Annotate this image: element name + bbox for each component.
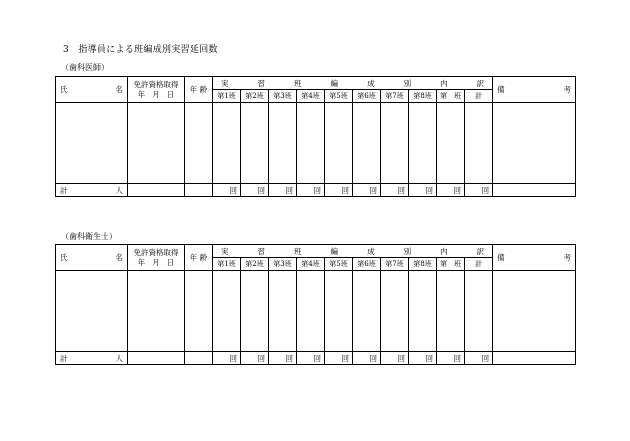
- breakdown-header: 実 習 班 編 成 別 内 訳: [213, 77, 493, 90]
- license-date-total: [128, 352, 185, 365]
- unit-label: 回: [269, 352, 297, 365]
- name-header: 氏 名: [56, 77, 128, 103]
- group-cell[interactable]: [269, 103, 297, 184]
- unit-label: 回: [241, 352, 269, 365]
- unit-label: 回: [465, 184, 493, 197]
- group-header: 第4班: [297, 90, 325, 103]
- subtitle-hygienist: （歯科衛生士）: [61, 232, 117, 241]
- group-cell[interactable]: [325, 271, 353, 352]
- group-header: 第6班: [353, 90, 381, 103]
- unit-label: 回: [409, 352, 437, 365]
- unit-label: 回: [381, 184, 409, 197]
- name-cell[interactable]: [56, 103, 128, 184]
- total-cell[interactable]: [465, 103, 493, 184]
- group-cell[interactable]: [381, 271, 409, 352]
- training-table-dentist: [55, 76, 576, 197]
- remarks-cell[interactable]: [493, 271, 576, 352]
- license-date-cell[interactable]: [128, 271, 185, 352]
- remarks-total: [493, 184, 576, 197]
- training-table-hygienist: [55, 244, 576, 365]
- group-cell[interactable]: [269, 271, 297, 352]
- license-date-header: 免許資格取得 年 月 日: [128, 245, 185, 271]
- unit-label: 回: [269, 184, 297, 197]
- group-header: 第3班: [269, 258, 297, 271]
- unit-label: 回: [353, 352, 381, 365]
- group-cell[interactable]: [213, 103, 241, 184]
- unit-label: 回: [241, 184, 269, 197]
- group-cell[interactable]: [381, 103, 409, 184]
- license-date-header: 免許資格取得 年 月 日: [128, 77, 185, 103]
- unit-label: 回: [297, 184, 325, 197]
- remarks-total: [493, 352, 576, 365]
- unit-label: 回: [437, 184, 465, 197]
- age-cell[interactable]: [185, 103, 213, 184]
- age-header: 年 齢: [185, 245, 213, 271]
- group-cell[interactable]: [353, 103, 381, 184]
- unit-label: 回: [213, 352, 241, 365]
- total-row-label: 計 人: [56, 352, 128, 365]
- group-cell[interactable]: [437, 271, 465, 352]
- unit-label: 回: [297, 352, 325, 365]
- group-cell[interactable]: [241, 103, 269, 184]
- age-total: [185, 184, 213, 197]
- unit-label: 回: [213, 184, 241, 197]
- group-header: 第5班: [325, 90, 353, 103]
- group-header: 第1班: [213, 90, 241, 103]
- group-header: 第6班: [353, 258, 381, 271]
- unit-label: 回: [325, 184, 353, 197]
- subtitle-dentist: （歯科医師）: [61, 63, 109, 72]
- remarks-header: 備 考: [493, 77, 576, 103]
- group-header: 第7班: [381, 90, 409, 103]
- total-header: 計: [465, 258, 493, 271]
- group-header: 第 班: [437, 90, 465, 103]
- group-cell[interactable]: [297, 103, 325, 184]
- breakdown-header: 実 習 班 編 成 別 内 訳: [213, 245, 493, 258]
- group-cell[interactable]: [297, 271, 325, 352]
- group-cell[interactable]: [213, 271, 241, 352]
- group-cell[interactable]: [409, 271, 437, 352]
- license-date-total: [128, 184, 185, 197]
- license-date-cell[interactable]: [128, 103, 185, 184]
- group-cell[interactable]: [325, 103, 353, 184]
- group-cell[interactable]: [353, 271, 381, 352]
- unit-label: 回: [381, 352, 409, 365]
- name-cell[interactable]: [56, 271, 128, 352]
- unit-label: 回: [353, 184, 381, 197]
- unit-label: 回: [325, 352, 353, 365]
- group-header: 第2班: [241, 90, 269, 103]
- remarks-cell[interactable]: [493, 103, 576, 184]
- name-header: 氏 名: [56, 245, 128, 271]
- group-cell[interactable]: [409, 103, 437, 184]
- page-heading: 3 指導員による班編成別実習延回数: [63, 45, 218, 55]
- group-cell[interactable]: [437, 103, 465, 184]
- unit-label: 回: [465, 352, 493, 365]
- group-header: 第8班: [409, 90, 437, 103]
- group-header: 第4班: [297, 258, 325, 271]
- age-cell[interactable]: [185, 271, 213, 352]
- group-header: 第 班: [437, 258, 465, 271]
- total-header: 計: [465, 90, 493, 103]
- unit-label: 回: [409, 184, 437, 197]
- group-header: 第7班: [381, 258, 409, 271]
- total-cell[interactable]: [465, 271, 493, 352]
- group-header: 第8班: [409, 258, 437, 271]
- group-header: 第2班: [241, 258, 269, 271]
- group-header: 第5班: [325, 258, 353, 271]
- age-total: [185, 352, 213, 365]
- group-cell[interactable]: [241, 271, 269, 352]
- age-header: 年 齢: [185, 77, 213, 103]
- group-header: 第1班: [213, 258, 241, 271]
- unit-label: 回: [437, 352, 465, 365]
- total-row-label: 計 人: [56, 184, 128, 197]
- group-header: 第3班: [269, 90, 297, 103]
- remarks-header: 備 考: [493, 245, 576, 271]
